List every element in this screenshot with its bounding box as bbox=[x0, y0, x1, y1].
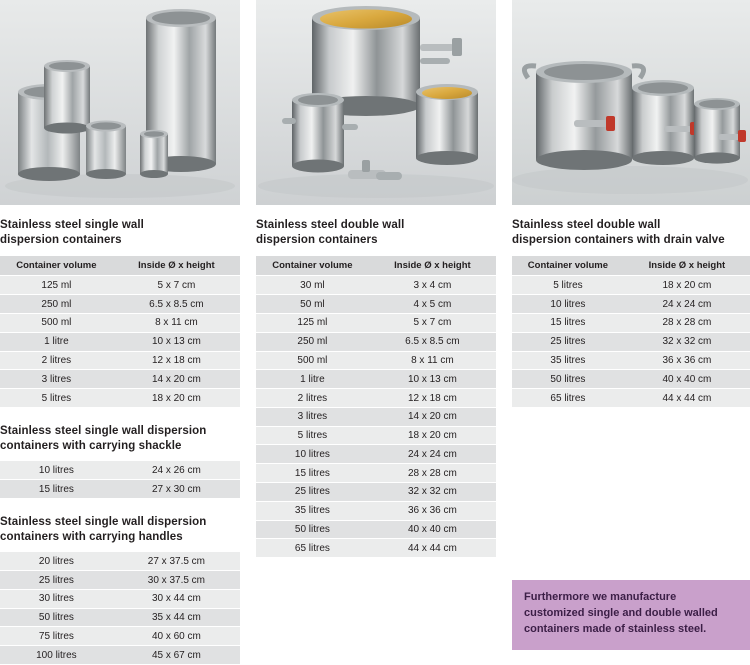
cell-dimensions: 14 x 20 cm bbox=[369, 407, 496, 426]
table-carrying-shackle bbox=[0, 461, 240, 499]
cell-dimensions: 12 x 18 cm bbox=[369, 389, 496, 408]
cell-dimensions: 24 x 24 cm bbox=[369, 445, 496, 464]
cell-dimensions: 18 x 20 cm bbox=[624, 276, 750, 295]
cell-dimensions: 32 x 32 cm bbox=[369, 483, 496, 502]
cell-dimensions: 44 x 44 cm bbox=[369, 539, 496, 558]
table-row bbox=[256, 520, 496, 539]
cell-volume: 5 litres bbox=[0, 389, 113, 408]
cell-dimensions: 44 x 44 cm bbox=[624, 389, 750, 408]
cell-volume: 2 litres bbox=[0, 351, 113, 370]
table-carrying-handles bbox=[0, 552, 240, 665]
cell-volume: 25 litres bbox=[256, 483, 369, 502]
table-row bbox=[0, 627, 240, 646]
table-row bbox=[0, 332, 240, 351]
table-row bbox=[512, 314, 750, 333]
table-row bbox=[512, 389, 750, 408]
table-row bbox=[0, 461, 240, 479]
table-row bbox=[0, 389, 240, 408]
caption-double-wall-drain-valve: Stainless steel double wall dispersion containers with drain valve bbox=[512, 219, 725, 246]
cell-dimensions: 40 x 60 cm bbox=[113, 627, 240, 646]
cell-dimensions: 24 x 24 cm bbox=[624, 295, 750, 314]
cell-dimensions: 8 x 11 cm bbox=[113, 314, 240, 333]
cell-dimensions: 18 x 20 cm bbox=[369, 426, 496, 445]
table-row bbox=[256, 483, 496, 502]
column-header-volume: Container volume bbox=[0, 256, 113, 276]
cell-dimensions: 4 x 5 cm bbox=[369, 295, 496, 314]
column-double-wall bbox=[256, 0, 496, 558]
photo-single-wall-containers bbox=[0, 0, 240, 205]
column-header-volume: Container volume bbox=[512, 256, 624, 276]
cell-volume: 25 litres bbox=[0, 571, 113, 590]
table-row bbox=[0, 370, 240, 389]
cell-volume: 125 ml bbox=[256, 314, 369, 333]
cell-volume: 3 litres bbox=[256, 407, 369, 426]
cell-volume: 3 litres bbox=[0, 370, 113, 389]
cell-dimensions: 28 x 28 cm bbox=[624, 314, 750, 333]
column-header-dimensions: Inside Ø x height bbox=[369, 256, 496, 276]
customization-notice: Furthermore we manufacture customized single and double walled containers made of stainless steel. bbox=[512, 580, 750, 650]
cell-volume: 5 litres bbox=[256, 426, 369, 445]
cell-dimensions: 12 x 18 cm bbox=[113, 351, 240, 370]
cell-volume: 10 litres bbox=[512, 295, 624, 314]
cell-volume: 250 ml bbox=[256, 332, 369, 351]
table-row bbox=[512, 332, 750, 351]
table-row bbox=[256, 276, 496, 295]
cell-volume: 50 ml bbox=[256, 295, 369, 314]
cell-dimensions: 40 x 40 cm bbox=[624, 370, 750, 389]
cell-dimensions: 10 x 13 cm bbox=[113, 332, 240, 351]
table-row bbox=[0, 608, 240, 627]
cell-dimensions: 18 x 20 cm bbox=[113, 389, 240, 408]
cell-volume: 1 litre bbox=[256, 370, 369, 389]
subcaption-carrying-shackle: Stainless steel single wall dispersion containers with carrying shackle bbox=[0, 424, 207, 452]
column-header-dimensions: Inside Ø x height bbox=[624, 256, 750, 276]
cell-dimensions: 35 x 44 cm bbox=[113, 608, 240, 627]
cell-dimensions: 5 x 7 cm bbox=[113, 276, 240, 295]
cell-volume: 125 ml bbox=[0, 276, 113, 295]
cell-volume: 10 litres bbox=[256, 445, 369, 464]
table-row bbox=[256, 314, 496, 333]
cell-dimensions: 28 x 28 cm bbox=[369, 464, 496, 483]
table-row bbox=[512, 351, 750, 370]
cell-volume: 5 litres bbox=[512, 276, 624, 295]
subcaption-carrying-handles: Stainless steel single wall dispersion containers with carrying handles bbox=[0, 515, 207, 543]
table-row bbox=[256, 407, 496, 426]
cell-volume: 100 litres bbox=[0, 646, 113, 665]
cell-dimensions: 27 x 37.5 cm bbox=[113, 552, 240, 570]
table-row bbox=[256, 426, 496, 445]
cell-volume: 35 litres bbox=[256, 501, 369, 520]
cell-dimensions: 24 x 26 cm bbox=[113, 461, 240, 479]
table-row bbox=[0, 646, 240, 665]
table-row bbox=[512, 295, 750, 314]
table-row bbox=[0, 295, 240, 314]
table-row bbox=[256, 295, 496, 314]
table-row bbox=[0, 552, 240, 570]
caption-single-wall: Stainless steel single wall dispersion containers bbox=[0, 219, 144, 246]
cell-dimensions: 6.5 x 8.5 cm bbox=[113, 295, 240, 314]
cell-dimensions: 45 x 67 cm bbox=[113, 646, 240, 665]
table-double-wall bbox=[256, 256, 496, 558]
cell-volume: 65 litres bbox=[512, 389, 624, 408]
cell-volume: 30 ml bbox=[256, 276, 369, 295]
cell-volume: 50 litres bbox=[0, 608, 113, 627]
column-double-wall-drain-valve bbox=[512, 0, 750, 408]
cell-volume: 35 litres bbox=[512, 351, 624, 370]
column-header-dimensions: Inside Ø x height bbox=[113, 256, 240, 276]
cell-volume: 50 litres bbox=[512, 370, 624, 389]
column-header-volume: Container volume bbox=[256, 256, 369, 276]
cell-dimensions: 5 x 7 cm bbox=[369, 314, 496, 333]
cell-volume: 250 ml bbox=[0, 295, 113, 314]
table-row bbox=[512, 276, 750, 295]
table-row bbox=[256, 445, 496, 464]
table-row bbox=[256, 370, 496, 389]
table-row bbox=[0, 276, 240, 295]
cell-dimensions: 27 x 30 cm bbox=[113, 480, 240, 499]
table-row bbox=[256, 539, 496, 558]
table-row bbox=[256, 464, 496, 483]
cell-volume: 20 litres bbox=[0, 552, 113, 570]
cell-dimensions: 14 x 20 cm bbox=[113, 370, 240, 389]
cell-volume: 65 litres bbox=[256, 539, 369, 558]
cell-dimensions: 32 x 32 cm bbox=[624, 332, 750, 351]
cell-volume: 500 ml bbox=[0, 314, 113, 333]
cell-dimensions: 30 x 37.5 cm bbox=[113, 571, 240, 590]
cell-volume: 30 litres bbox=[0, 589, 113, 608]
cell-volume: 2 litres bbox=[256, 389, 369, 408]
photo-double-wall-containers bbox=[256, 0, 496, 205]
photo-double-wall-containers-drain-valve bbox=[512, 0, 750, 205]
table-double-wall-drain-valve bbox=[512, 256, 750, 407]
table-row bbox=[256, 351, 496, 370]
table-row bbox=[0, 480, 240, 499]
cell-dimensions: 30 x 44 cm bbox=[113, 589, 240, 608]
cell-dimensions: 3 x 4 cm bbox=[369, 276, 496, 295]
table-single-wall bbox=[0, 256, 240, 407]
cell-dimensions: 36 x 36 cm bbox=[624, 351, 750, 370]
cell-dimensions: 40 x 40 cm bbox=[369, 520, 496, 539]
table-row bbox=[0, 351, 240, 370]
table-row bbox=[512, 370, 750, 389]
cell-volume: 75 litres bbox=[0, 627, 113, 646]
column-single-wall bbox=[0, 0, 240, 665]
cell-volume: 50 litres bbox=[256, 520, 369, 539]
cell-dimensions: 36 x 36 cm bbox=[369, 501, 496, 520]
cell-dimensions: 10 x 13 cm bbox=[369, 370, 496, 389]
cell-volume: 15 litres bbox=[0, 480, 113, 499]
table-row bbox=[256, 389, 496, 408]
caption-double-wall: Stainless steel double wall dispersion containers bbox=[256, 219, 405, 246]
cell-volume: 10 litres bbox=[0, 461, 113, 479]
table-row bbox=[0, 571, 240, 590]
table-row bbox=[0, 314, 240, 333]
cell-dimensions: 6.5 x 8.5 cm bbox=[369, 332, 496, 351]
cell-volume: 25 litres bbox=[512, 332, 624, 351]
table-row bbox=[256, 332, 496, 351]
cell-volume: 1 litre bbox=[0, 332, 113, 351]
table-row bbox=[0, 589, 240, 608]
cell-dimensions: 8 x 11 cm bbox=[369, 351, 496, 370]
table-row bbox=[256, 501, 496, 520]
cell-volume: 500 ml bbox=[256, 351, 369, 370]
cell-volume: 15 litres bbox=[512, 314, 624, 333]
cell-volume: 15 litres bbox=[256, 464, 369, 483]
